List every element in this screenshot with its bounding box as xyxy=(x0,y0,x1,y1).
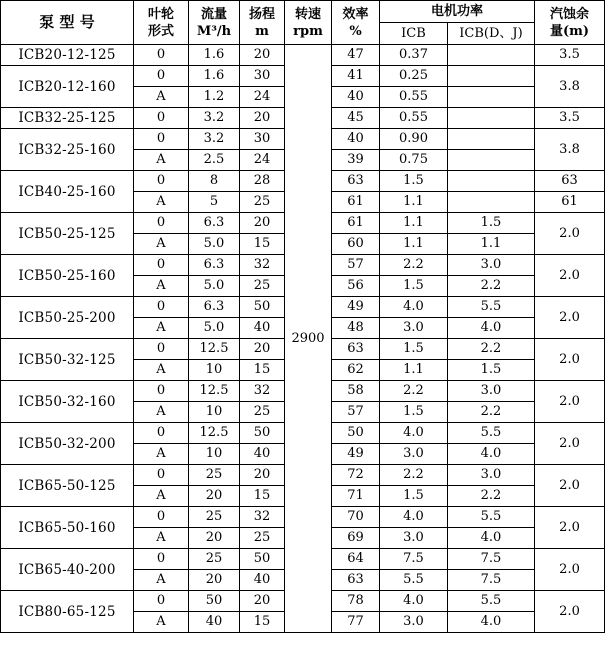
model-name-cell: ICB50-32-160 xyxy=(1,381,134,423)
model-name-cell: ICB65-50-160 xyxy=(1,507,134,549)
impeller-cell: 0 xyxy=(134,108,189,129)
header-icbdj: ICB(D、J) xyxy=(448,23,535,45)
flow-cell: 6.3 xyxy=(189,255,240,276)
impeller-cell: A xyxy=(134,528,189,549)
icb-power-cell: 3.0 xyxy=(380,318,448,339)
icbdj-power-cell xyxy=(448,66,535,87)
npsh-cell: 3.5 xyxy=(535,108,605,129)
head-cell: 15 xyxy=(240,360,285,381)
npsh-cell: 2.0 xyxy=(535,381,605,423)
flow-cell: 40 xyxy=(189,612,240,633)
icb-power-cell: 0.37 xyxy=(380,45,448,66)
icb-power-cell: 1.1 xyxy=(380,360,448,381)
impeller-cell: A xyxy=(134,486,189,507)
header-motor-power: 电机功率 xyxy=(380,1,535,23)
efficiency-cell: 70 xyxy=(332,507,380,528)
flow-cell: 12.5 xyxy=(189,423,240,444)
npsh-cell: 3.8 xyxy=(535,129,605,171)
flow-cell: 5.0 xyxy=(189,318,240,339)
efficiency-cell: 72 xyxy=(332,465,380,486)
flow-cell: 5.0 xyxy=(189,276,240,297)
head-cell: 30 xyxy=(240,129,285,150)
icbdj-power-cell: 2.2 xyxy=(448,276,535,297)
head-cell: 20 xyxy=(240,465,285,486)
icb-power-cell: 0.75 xyxy=(380,150,448,171)
head-cell: 40 xyxy=(240,444,285,465)
flow-cell: 20 xyxy=(189,570,240,591)
icbdj-power-cell xyxy=(448,192,535,213)
icbdj-power-cell xyxy=(448,45,535,66)
table-body xyxy=(1,45,605,633)
impeller-cell: 0 xyxy=(134,129,189,150)
head-cell: 15 xyxy=(240,612,285,633)
npsh-cell: 2.0 xyxy=(535,549,605,591)
efficiency-cell: 62 xyxy=(332,360,380,381)
icb-power-cell: 3.0 xyxy=(380,444,448,465)
impeller-cell: A xyxy=(134,570,189,591)
efficiency-cell: 71 xyxy=(332,486,380,507)
efficiency-cell: 40 xyxy=(332,87,380,108)
head-cell: 20 xyxy=(240,108,285,129)
icb-power-cell: 0.90 xyxy=(380,129,448,150)
model-name-cell: ICB50-25-200 xyxy=(1,297,134,339)
impeller-cell: A xyxy=(134,87,189,108)
efficiency-cell: 57 xyxy=(332,402,380,423)
head-cell: 15 xyxy=(240,234,285,255)
model-name-cell: ICB50-32-200 xyxy=(1,423,134,465)
impeller-cell: 0 xyxy=(134,381,189,402)
head-cell: 20 xyxy=(240,45,285,66)
icbdj-power-cell xyxy=(448,87,535,108)
flow-cell: 20 xyxy=(189,528,240,549)
icb-power-cell: 2.2 xyxy=(380,255,448,276)
flow-cell: 10 xyxy=(189,360,240,381)
icb-power-cell: 4.0 xyxy=(380,423,448,444)
flow-cell: 10 xyxy=(189,444,240,465)
icb-power-cell: 2.2 xyxy=(380,381,448,402)
icbdj-power-cell: 2.2 xyxy=(448,486,535,507)
model-name-cell: ICB32-25-160 xyxy=(1,129,134,171)
head-cell: 20 xyxy=(240,213,285,234)
flow-cell: 6.3 xyxy=(189,297,240,318)
icbdj-power-cell: 2.2 xyxy=(448,402,535,423)
npsh-cell: 2.0 xyxy=(535,255,605,297)
icbdj-power-cell xyxy=(448,108,535,129)
head-cell: 32 xyxy=(240,507,285,528)
npsh-cell: 63 xyxy=(535,171,605,192)
icbdj-power-cell: 4.0 xyxy=(448,318,535,339)
flow-cell: 1.2 xyxy=(189,87,240,108)
header-efficiency: 效率 % xyxy=(332,1,380,45)
speed-cell: 2900 xyxy=(285,45,332,633)
model-name-cell: ICB50-25-125 xyxy=(1,213,134,255)
model-name-cell: ICB40-25-160 xyxy=(1,171,134,213)
icb-power-cell: 3.0 xyxy=(380,612,448,633)
icbdj-power-cell: 2.2 xyxy=(448,339,535,360)
header-speed: 转速 rpm xyxy=(285,1,332,45)
impeller-cell: A xyxy=(134,402,189,423)
impeller-cell: 0 xyxy=(134,297,189,318)
icbdj-power-cell: 3.0 xyxy=(448,465,535,486)
head-cell: 25 xyxy=(240,528,285,549)
icbdj-power-cell: 3.0 xyxy=(448,381,535,402)
icb-power-cell: 0.55 xyxy=(380,87,448,108)
flow-cell: 2.5 xyxy=(189,150,240,171)
efficiency-cell: 45 xyxy=(332,108,380,129)
icb-power-cell: 1.5 xyxy=(380,171,448,192)
efficiency-cell: 61 xyxy=(332,192,380,213)
flow-cell: 8 xyxy=(189,171,240,192)
impeller-cell: A xyxy=(134,612,189,633)
model-name-cell: ICB20-12-160 xyxy=(1,66,134,108)
flow-cell: 25 xyxy=(189,549,240,570)
npsh-cell: 2.0 xyxy=(535,591,605,633)
flow-cell: 5.0 xyxy=(189,234,240,255)
efficiency-cell: 61 xyxy=(332,213,380,234)
model-name-cell: ICB65-50-125 xyxy=(1,465,134,507)
icbdj-power-cell: 1.5 xyxy=(448,213,535,234)
flow-cell: 25 xyxy=(189,507,240,528)
impeller-cell: 0 xyxy=(134,45,189,66)
header-icb: ICB xyxy=(380,23,448,45)
icbdj-power-cell: 7.5 xyxy=(448,549,535,570)
header-npsh: 汽蚀余 量(m) xyxy=(535,1,605,45)
efficiency-cell: 57 xyxy=(332,255,380,276)
icbdj-power-cell: 1.1 xyxy=(448,234,535,255)
flow-cell: 1.6 xyxy=(189,45,240,66)
efficiency-cell: 64 xyxy=(332,549,380,570)
flow-cell: 12.5 xyxy=(189,381,240,402)
efficiency-cell: 63 xyxy=(332,171,380,192)
icb-power-cell: 4.0 xyxy=(380,591,448,612)
icbdj-power-cell: 4.0 xyxy=(448,528,535,549)
flow-cell: 25 xyxy=(189,465,240,486)
flow-cell: 50 xyxy=(189,591,240,612)
efficiency-cell: 49 xyxy=(332,444,380,465)
head-cell: 40 xyxy=(240,318,285,339)
efficiency-cell: 60 xyxy=(332,234,380,255)
icb-power-cell: 5.5 xyxy=(380,570,448,591)
impeller-cell: 0 xyxy=(134,591,189,612)
icbdj-power-cell: 1.5 xyxy=(448,360,535,381)
model-name-cell: ICB50-25-160 xyxy=(1,255,134,297)
icb-power-cell: 1.5 xyxy=(380,402,448,423)
header-impeller: 叶轮 形式 xyxy=(134,1,189,45)
icbdj-power-cell: 7.5 xyxy=(448,570,535,591)
icb-power-cell: 1.1 xyxy=(380,192,448,213)
flow-cell: 3.2 xyxy=(189,108,240,129)
impeller-cell: A xyxy=(134,192,189,213)
efficiency-cell: 48 xyxy=(332,318,380,339)
icb-power-cell: 1.5 xyxy=(380,276,448,297)
head-cell: 25 xyxy=(240,276,285,297)
icbdj-power-cell: 5.5 xyxy=(448,591,535,612)
impeller-cell: A xyxy=(134,276,189,297)
efficiency-cell: 77 xyxy=(332,612,380,633)
icb-power-cell: 4.0 xyxy=(380,507,448,528)
impeller-cell: 0 xyxy=(134,423,189,444)
npsh-cell: 2.0 xyxy=(535,465,605,507)
head-cell: 32 xyxy=(240,255,285,276)
efficiency-cell: 39 xyxy=(332,150,380,171)
header-flow: 流量 M³/h xyxy=(189,1,240,45)
head-cell: 24 xyxy=(240,150,285,171)
efficiency-cell: 49 xyxy=(332,297,380,318)
icbdj-power-cell: 5.5 xyxy=(448,507,535,528)
efficiency-cell: 78 xyxy=(332,591,380,612)
table-row xyxy=(1,45,605,66)
efficiency-cell: 56 xyxy=(332,276,380,297)
impeller-cell: 0 xyxy=(134,339,189,360)
impeller-cell: 0 xyxy=(134,549,189,570)
icb-power-cell: 0.55 xyxy=(380,108,448,129)
icbdj-power-cell xyxy=(448,171,535,192)
npsh-cell: 61 xyxy=(535,192,605,213)
impeller-cell: 0 xyxy=(134,171,189,192)
npsh-cell: 2.0 xyxy=(535,507,605,549)
icbdj-power-cell: 4.0 xyxy=(448,444,535,465)
efficiency-cell: 69 xyxy=(332,528,380,549)
model-name-cell: ICB20-12-125 xyxy=(1,45,134,66)
efficiency-cell: 50 xyxy=(332,423,380,444)
icb-power-cell: 1.1 xyxy=(380,234,448,255)
icbdj-power-cell xyxy=(448,150,535,171)
icbdj-power-cell xyxy=(448,129,535,150)
impeller-cell: A xyxy=(134,444,189,465)
npsh-cell: 2.0 xyxy=(535,423,605,465)
impeller-cell: 0 xyxy=(134,213,189,234)
icb-power-cell: 2.2 xyxy=(380,465,448,486)
head-cell: 20 xyxy=(240,591,285,612)
icb-power-cell: 4.0 xyxy=(380,297,448,318)
efficiency-cell: 41 xyxy=(332,66,380,87)
icb-power-cell: 1.5 xyxy=(380,486,448,507)
flow-cell: 12.5 xyxy=(189,339,240,360)
icbdj-power-cell: 5.5 xyxy=(448,423,535,444)
head-cell: 50 xyxy=(240,423,285,444)
flow-cell: 20 xyxy=(189,486,240,507)
icbdj-power-cell: 5.5 xyxy=(448,297,535,318)
model-name-cell: ICB50-32-125 xyxy=(1,339,134,381)
head-cell: 50 xyxy=(240,297,285,318)
head-cell: 25 xyxy=(240,402,285,423)
flow-cell: 5 xyxy=(189,192,240,213)
head-cell: 40 xyxy=(240,570,285,591)
head-cell: 28 xyxy=(240,171,285,192)
icb-power-cell: 7.5 xyxy=(380,549,448,570)
impeller-cell: 0 xyxy=(134,465,189,486)
icb-power-cell: 1.1 xyxy=(380,213,448,234)
head-cell: 30 xyxy=(240,66,285,87)
head-cell: 50 xyxy=(240,549,285,570)
icbdj-power-cell: 4.0 xyxy=(448,612,535,633)
icb-power-cell: 1.5 xyxy=(380,339,448,360)
npsh-cell: 2.0 xyxy=(535,213,605,255)
impeller-cell: A xyxy=(134,318,189,339)
icbdj-power-cell: 3.0 xyxy=(448,255,535,276)
icb-power-cell: 0.25 xyxy=(380,66,448,87)
model-name-cell: ICB80-65-125 xyxy=(1,591,134,633)
flow-cell: 6.3 xyxy=(189,213,240,234)
model-name-cell: ICB65-40-200 xyxy=(1,549,134,591)
icb-power-cell: 3.0 xyxy=(380,528,448,549)
head-cell: 25 xyxy=(240,192,285,213)
efficiency-cell: 63 xyxy=(332,570,380,591)
npsh-cell: 2.0 xyxy=(535,339,605,381)
npsh-cell: 2.0 xyxy=(535,297,605,339)
head-cell: 32 xyxy=(240,381,285,402)
head-cell: 24 xyxy=(240,87,285,108)
npsh-cell: 3.5 xyxy=(535,45,605,66)
flow-cell: 10 xyxy=(189,402,240,423)
impeller-cell: 0 xyxy=(134,507,189,528)
impeller-cell: A xyxy=(134,360,189,381)
head-cell: 15 xyxy=(240,486,285,507)
efficiency-cell: 47 xyxy=(332,45,380,66)
flow-cell: 1.6 xyxy=(189,66,240,87)
header-head: 扬程 m xyxy=(240,1,285,45)
model-name-cell: ICB32-25-125 xyxy=(1,108,134,129)
efficiency-cell: 40 xyxy=(332,129,380,150)
npsh-cell: 3.8 xyxy=(535,66,605,108)
impeller-cell: 0 xyxy=(134,255,189,276)
head-cell: 20 xyxy=(240,339,285,360)
efficiency-cell: 63 xyxy=(332,339,380,360)
impeller-cell: A xyxy=(134,150,189,171)
flow-cell: 3.2 xyxy=(189,129,240,150)
impeller-cell: 0 xyxy=(134,66,189,87)
efficiency-cell: 58 xyxy=(332,381,380,402)
impeller-cell: A xyxy=(134,234,189,255)
header-model: 泵 型 号 xyxy=(1,1,134,45)
